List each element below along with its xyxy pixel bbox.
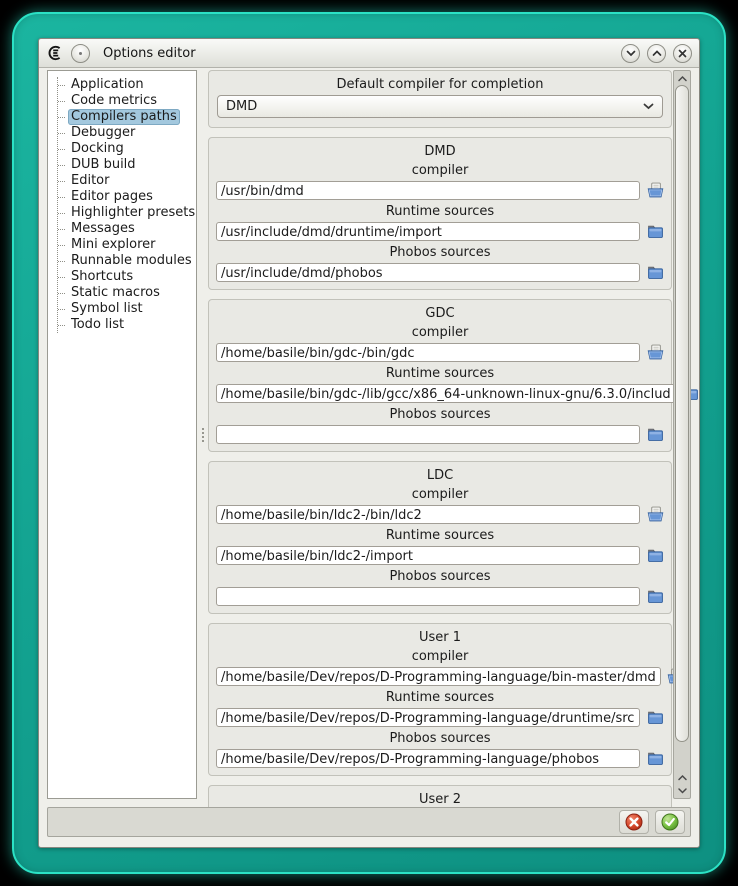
- folder-icon: [647, 547, 664, 564]
- compiler-group-dmd: [208, 137, 672, 290]
- group-title: DMD: [424, 144, 456, 159]
- browse-button[interactable]: [646, 264, 664, 282]
- field-label: compiler: [411, 649, 469, 664]
- field-label: compiler: [411, 163, 469, 178]
- scroll-up-button[interactable]: [675, 72, 689, 85]
- group-title: User 1: [418, 630, 462, 645]
- window-title: Options editor: [103, 45, 196, 61]
- group-title: Default compiler for completion: [336, 77, 544, 92]
- path-input[interactable]: /usr/include/dmd/druntime/import: [216, 222, 640, 241]
- default-compiler-select[interactable]: [217, 95, 663, 118]
- scroll-down-button[interactable]: [675, 784, 689, 797]
- field-label: Phobos sources: [389, 245, 491, 260]
- field-label: compiler: [411, 487, 469, 502]
- chevron-down-icon: [678, 788, 687, 794]
- field-label: Phobos sources: [389, 731, 491, 746]
- window-menu-dot-icon: [79, 52, 82, 55]
- sidebar-item-docking[interactable]: Docking: [58, 141, 196, 157]
- sidebar-item-static-macros[interactable]: Static macros: [58, 285, 196, 301]
- path-input[interactable]: /home/basile/Dev/repos/D-Programming-language/druntime/src: [216, 708, 640, 727]
- accept-button[interactable]: [655, 810, 685, 834]
- path-input[interactable]: /home/basile/bin/gdc-/bin/gdc: [216, 343, 640, 362]
- browse-button[interactable]: [646, 709, 664, 727]
- browse-button[interactable]: [646, 506, 664, 524]
- field-label: Phobos sources: [389, 407, 491, 422]
- compiler-group-ldc: [208, 461, 672, 614]
- field-label: Phobos sources: [389, 569, 491, 584]
- browse-button[interactable]: [646, 344, 664, 362]
- browse-button[interactable]: [646, 182, 664, 200]
- browse-button[interactable]: [646, 223, 664, 241]
- sidebar-item-dub-build[interactable]: DUB build: [58, 157, 196, 173]
- path-input[interactable]: /usr/bin/dmd: [216, 181, 640, 200]
- maximize-button[interactable]: [647, 44, 666, 63]
- dialog-button-bar: [47, 807, 691, 837]
- sidebar-item-todo-list[interactable]: Todo list: [58, 317, 196, 333]
- path-input[interactable]: /usr/include/dmd/phobos: [216, 263, 640, 282]
- x-icon: [678, 49, 687, 58]
- close-button[interactable]: [673, 44, 692, 63]
- sidebar-item-messages[interactable]: Messages: [58, 221, 196, 237]
- group-title: LDC: [426, 468, 454, 483]
- chevron-up-icon: [678, 76, 687, 82]
- compiler-group-user-1: [208, 623, 672, 776]
- coedit-logo-icon: [46, 44, 64, 62]
- path-input[interactable]: /home/basile/Dev/repos/D-Programming-language/bin-master/dmd: [216, 667, 661, 686]
- splitter-grip-icon: [202, 428, 204, 442]
- window-menu-button[interactable]: [71, 44, 90, 63]
- sidebar-item-application[interactable]: Application: [58, 77, 196, 93]
- open-file-icon: [647, 506, 664, 523]
- scroll-up-button-bottom[interactable]: [675, 771, 689, 784]
- field-label: Runtime sources: [385, 366, 495, 381]
- default-compiler-group: [208, 70, 672, 128]
- path-input[interactable]: [216, 425, 640, 444]
- folder-icon: [647, 588, 664, 605]
- scrollbar-thumb[interactable]: [675, 85, 689, 742]
- compilers-paths-panel: [208, 70, 672, 807]
- folder-icon: [647, 426, 664, 443]
- sidebar-item-code-metrics[interactable]: Code metrics: [58, 93, 196, 109]
- chevron-down-icon: [626, 50, 636, 57]
- chevron-up-icon: [678, 775, 687, 781]
- folder-icon: [647, 750, 664, 767]
- field-label: compiler: [411, 325, 469, 340]
- browse-button[interactable]: [646, 588, 664, 606]
- sidebar-item-mini-explorer[interactable]: Mini explorer: [58, 237, 196, 253]
- browse-button[interactable]: [646, 547, 664, 565]
- combo-value: DMD: [226, 99, 258, 114]
- sidebar-item-runnable-modules[interactable]: Runnable modules: [58, 253, 196, 269]
- open-file-icon: [647, 182, 664, 199]
- cancel-button[interactable]: [619, 810, 649, 834]
- field-label: Runtime sources: [385, 204, 495, 219]
- sidebar-list: [57, 77, 196, 333]
- window-frame: [12, 12, 726, 874]
- sidebar-item-editor[interactable]: Editor: [58, 173, 196, 189]
- field-label: Runtime sources: [385, 528, 495, 543]
- sidebar-item-symbol-list[interactable]: Symbol list: [58, 301, 196, 317]
- field-label: Runtime sources: [385, 690, 495, 705]
- folder-icon: [647, 223, 664, 240]
- path-input[interactable]: [216, 587, 640, 606]
- categories-panel: [47, 70, 197, 799]
- group-title: User 2: [418, 792, 462, 807]
- sidebar-splitter[interactable]: [197, 70, 208, 799]
- path-input[interactable]: /home/basile/bin/ldc2-/import: [216, 546, 640, 565]
- client-area: [47, 70, 691, 807]
- vertical-scrollbar[interactable]: [673, 70, 691, 799]
- sidebar-item-compilers-paths[interactable]: Compilers paths: [58, 109, 196, 125]
- path-input[interactable]: /home/basile/Dev/repos/D-Programming-language/phobos: [216, 749, 640, 768]
- folder-icon: [647, 264, 664, 281]
- path-input[interactable]: /home/basile/bin/ldc2-/bin/ldc2: [216, 505, 640, 524]
- sidebar-item-debugger[interactable]: Debugger: [58, 125, 196, 141]
- open-file-icon: [647, 344, 664, 361]
- sidebar-item-editor-pages[interactable]: Editor pages: [58, 189, 196, 205]
- group-title: GDC: [425, 306, 455, 321]
- check-circle-icon: [661, 813, 679, 831]
- titlebar[interactable]: [39, 39, 699, 68]
- folder-icon: [647, 709, 664, 726]
- browse-button[interactable]: [646, 750, 664, 768]
- minimize-button[interactable]: [621, 44, 640, 63]
- compiler-group-gdc: [208, 299, 672, 452]
- x-circle-icon: [625, 813, 643, 831]
- sidebar-item-highlighter-presets[interactable]: Highlighter presets: [58, 205, 196, 221]
- chevron-up-icon: [652, 50, 662, 57]
- sidebar-item-shortcuts[interactable]: Shortcuts: [58, 269, 196, 285]
- browse-button[interactable]: [646, 426, 664, 444]
- chevron-down-icon: [643, 103, 654, 110]
- options-editor-window: [38, 38, 700, 848]
- path-input[interactable]: /home/basile/bin/gdc-/lib/gcc/x86_64-unknown-linux-gnu/6.3.0/includ: [216, 384, 676, 403]
